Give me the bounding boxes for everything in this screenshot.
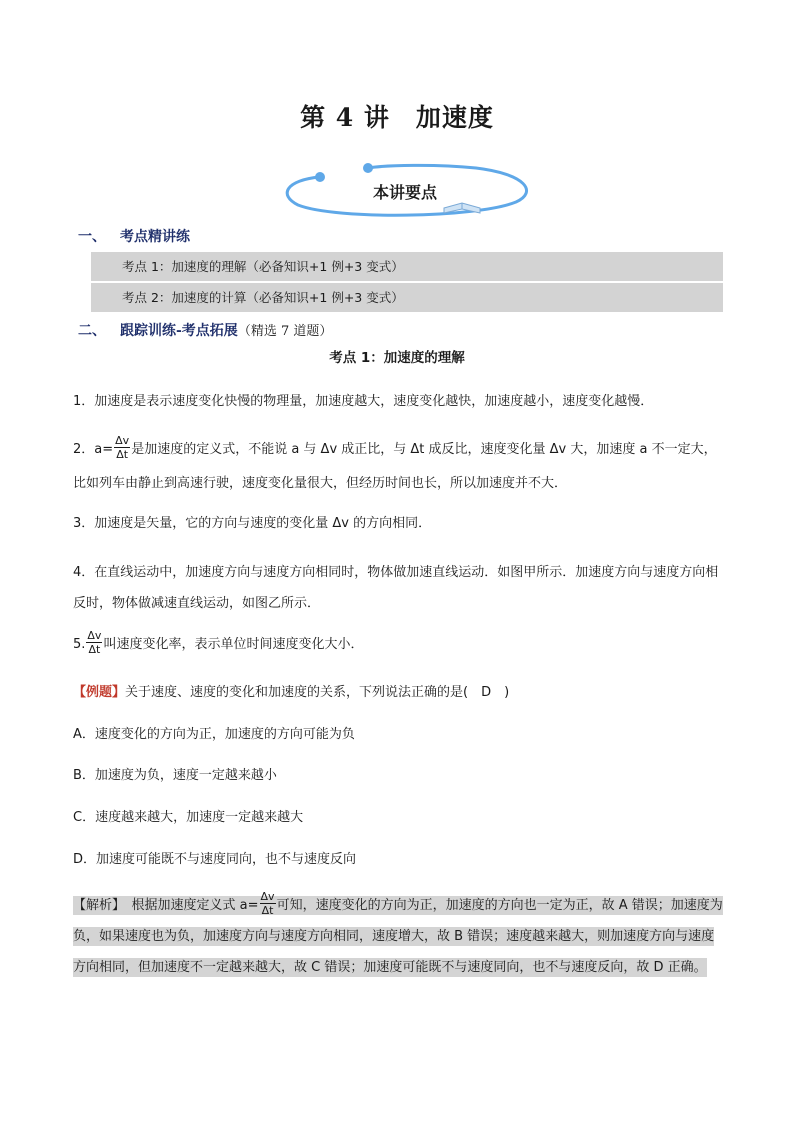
- section-2-label: 跟踪训练-考点拓展: [120, 323, 238, 339]
- page-title: [0, 98, 794, 134]
- delta-v-over-delta-t: $\frac{\Delta v}{\Delta t}$: [87, 629, 102, 656]
- section-1-item: 考点 2：加速度的计算（必备知识+1 例+3 变式）: [122, 290, 404, 305]
- banner-label: 本讲要点: [372, 183, 437, 202]
- example-option-c: C．速度越来越大，加速度一定越来越大: [73, 810, 304, 825]
- section-1-number: 一、: [78, 229, 106, 245]
- example-question: [73, 683, 723, 703]
- example-stem: 关于速度、速度的变化和加速度的关系，下列说法正确的是( D ): [125, 685, 510, 700]
- example-tag: 【例题】: [73, 685, 126, 700]
- kp1-point-4: 4．在直线运动中，加速度方向与速度方向相同时，物体做加速直线运动．如图甲所示．加速度方向与速度方向相反时，物体做减速直线运动，如图乙所示．: [73, 565, 719, 611]
- section-2-sub: （精选 7 道题）: [237, 324, 333, 339]
- lecture-number: 第 4 讲: [300, 103, 390, 132]
- section-2-number: 二、: [78, 323, 106, 339]
- kp1-title: 考点 1：加速度的理解: [329, 350, 465, 366]
- section-1-heading: [78, 226, 190, 246]
- delta-v-over-delta-t: $\frac{\Delta v}{\Delta t}$: [260, 890, 275, 917]
- kp1-point-1: 1．加速度是表示速度变化快慢的物理量，加速度越大，速度变化越快，加速度越小，速度变化越慢．: [73, 394, 654, 409]
- banner-dot-icon: [363, 163, 373, 173]
- example-option-b: B．加速度为负，速度一定越来越小: [73, 768, 277, 783]
- section-1-item-list: [91, 252, 723, 312]
- section-1-label: 考点精讲练: [120, 229, 190, 245]
- delta-v-over-delta-t: $\frac{\Delta v}{\Delta t}$: [115, 434, 130, 461]
- example-option-d: D．加速度可能既不与速度同向，也不与速度反向: [73, 852, 357, 867]
- example-option-a: A．速度变化的方向为正，加速度的方向可能为负: [73, 727, 355, 742]
- kp1-point-3: 3．加速度是矢量，它的方向与速度的变化量 Δv 的方向相同．: [73, 516, 432, 531]
- kp1-point-5: 5. $\frac{\Delta v}{\Delta t}$ 叫速度变化率，表示单位时间速度变化大小．: [73, 629, 364, 656]
- section-2-heading: [78, 320, 332, 340]
- analysis-block: [73, 890, 723, 983]
- kp1-point-2: 2．a= $\frac{\Delta v}{\Delta t}$ 是加速度的定义式，不能说 a 与 Δv 成正比，与 Δt 成反比，速度变化量 Δv 大，加速度 a 不一定大，比如列车由静止到高速行驶，速度变化量很大，但经历时间也长，所以加速度并不大．: [73, 434, 717, 491]
- section-1-item: 考点 1：加速度的理解（必备知识+1 例+3 变式）: [91, 252, 723, 283]
- analysis-tag: 【解析】: [73, 898, 119, 913]
- lecture-topic: 加速度: [415, 103, 494, 132]
- analysis-text: 【解析】 根据加速度定义式 a= $\frac{\Delta v}{\Delta t}$ 可知，速度变化的方向为正，加速度的方向也一定为正，故 A 错误；加速度为负，如果速度也为负，加速度方向与速度方向相同，速度增大，故 B 错误；速度越来越大，则加速度方向与速度方向相同，但加速度不一定越来越大，故 C 错误；加速度可能既不与速度同向，也不与速度反向，故 D 正确。: [73, 890, 723, 975]
